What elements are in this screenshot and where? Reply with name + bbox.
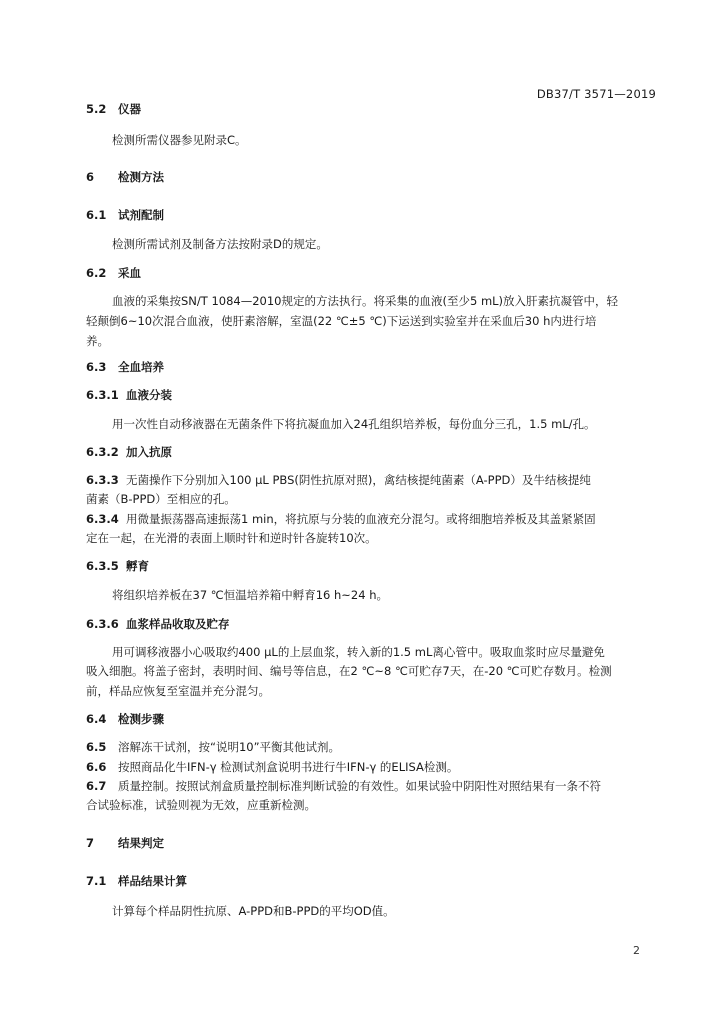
section-title: 检测方法 xyxy=(118,170,164,184)
paragraph: 检测所需仪器参见附录C。 xyxy=(112,133,247,147)
clause-text: 溶解冻干试剂，按“说明10”平衡其他试剂。 xyxy=(118,740,341,754)
clause-text: 按照商品化牛IFN-γ 检测试剂盒说明书进行牛IFN-γ 的ELISA检测。 xyxy=(118,760,459,774)
heading-6-3-5 xyxy=(86,557,149,575)
heading-5-2 xyxy=(86,100,141,118)
heading-6-2 xyxy=(86,264,141,282)
paragraph: 将组织培养板在37 ℃恒温培养箱中孵育16 h~24 h。 xyxy=(112,588,388,602)
section-title: 采血 xyxy=(118,266,141,280)
section-number: 6.3.4 xyxy=(86,512,119,526)
heading-7 xyxy=(86,834,164,852)
paragraph-line: 定在一起，在光滑的表面上顺时针和逆时针各旋转10次。 xyxy=(86,531,377,545)
paragraph-line: 轻颠倒6~10次混合血液，使肝素溶解，室温(22 ℃±5 ℃)下运送到实验室并在采血后30 h内进行培 xyxy=(86,314,597,328)
paragraph-line: 用可调移液器小心吸取约400 μL的上层血浆，转入新的1.5 mL离心管中。吸取血浆时应尽量避免 xyxy=(112,645,605,659)
clause-text: 用微量振荡器高速振荡1 min，将抗原与分装的血液充分混匀。或将细胞培养板及其盖紧紧固 xyxy=(126,512,596,526)
section-number: 6 xyxy=(86,170,95,184)
section-number: 6.6 xyxy=(86,760,107,774)
heading-6-3-6 xyxy=(86,615,230,633)
paragraph-line: 吸入细胞。将盖子密封，表明时间、编号等信息，在2 ℃~8 ℃可贮存7天，在-20 ℃可贮存数月。检测 xyxy=(86,664,612,678)
section-number: 6.3 xyxy=(86,360,107,374)
section-title: 检测步骤 xyxy=(118,712,164,726)
section-number: 6.3.5 xyxy=(86,559,119,573)
section-title: 加入抗原 xyxy=(126,445,172,459)
heading-6-3 xyxy=(86,358,164,376)
clause-text: 质量控制。按照试剂盒质量控制标准判断试验的有效性。如果试验中阴阳性对照结果有一条不符 xyxy=(118,779,601,793)
section-title: 样品结果计算 xyxy=(118,874,187,888)
document-code: DB37/T 3571—2019 xyxy=(536,87,656,101)
clause-6-3-3 xyxy=(86,471,591,489)
paragraph-line: 合试验标准，试验则视为无效，应重新检测。 xyxy=(86,798,316,812)
paragraph: 检测所需试剂及制备方法按附录D的规定。 xyxy=(112,237,328,251)
section-number: 7 xyxy=(86,836,95,850)
heading-6-4 xyxy=(86,710,164,728)
paragraph: 用一次性自动移液器在无菌条件下将抗凝血加入24孔组织培养板，每份血分三孔，1.5 mL/孔。 xyxy=(112,417,596,431)
heading-6-3-2 xyxy=(86,443,172,461)
section-title: 血液分装 xyxy=(126,388,172,402)
paragraph-line: 前，样品应恢复至室温并充分混匀。 xyxy=(86,684,270,698)
section-number: 6.3.6 xyxy=(86,617,119,631)
section-number: 7.1 xyxy=(86,874,107,888)
paragraph-line: 血液的采集按SN/T 1084—2010规定的方法执行。将采集的血液(至少5 mL)放入肝素抗凝管中，轻 xyxy=(112,294,619,308)
heading-6 xyxy=(86,168,164,186)
clause-6-5 xyxy=(86,738,340,756)
paragraph-line: 菌素（B-PPD）至相应的孔。 xyxy=(86,492,236,506)
clause-6-3-4 xyxy=(86,510,596,528)
section-title: 结果判定 xyxy=(118,836,164,850)
section-number: 6.5 xyxy=(86,740,107,754)
paragraph-line: 养。 xyxy=(86,334,109,348)
section-title: 仪器 xyxy=(118,102,141,116)
heading-6-3-1 xyxy=(86,386,172,404)
section-number: 6.7 xyxy=(86,779,107,793)
section-title: 试剂配制 xyxy=(118,208,164,222)
section-title: 全血培养 xyxy=(118,360,164,374)
section-number: 6.3.3 xyxy=(86,473,119,487)
section-number: 6.2 xyxy=(86,266,107,280)
section-title: 孵育 xyxy=(126,559,149,573)
clause-6-7 xyxy=(86,777,601,795)
paragraph: 计算每个样品阴性抗原、A-PPD和B-PPD的平均OD值。 xyxy=(112,904,395,918)
section-number: 6.1 xyxy=(86,208,107,222)
section-title: 血浆样品收取及贮存 xyxy=(126,617,230,631)
section-number: 6.3.2 xyxy=(86,445,119,459)
heading-7-1 xyxy=(86,872,187,890)
section-number: 5.2 xyxy=(86,102,107,116)
clause-6-6 xyxy=(86,758,458,776)
section-number: 6.4 xyxy=(86,712,107,726)
section-number: 6.3.1 xyxy=(86,388,119,402)
clause-text: 无菌操作下分别加入100 μL PBS(阴性抗原对照)，禽结核提纯菌素（A-PPD）及牛结核提纯 xyxy=(126,473,591,487)
heading-6-1 xyxy=(86,206,164,224)
page-number: 2 xyxy=(633,944,640,957)
